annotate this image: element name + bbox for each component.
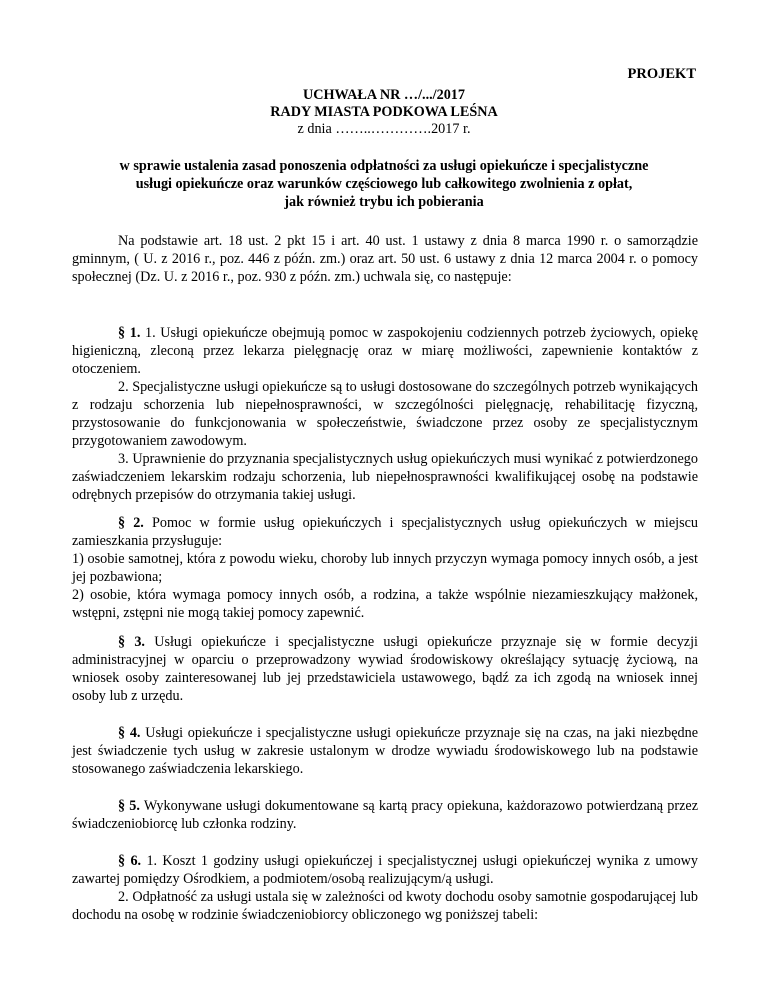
council-name: RADY MIASTA PODKOWA LEŚNA — [270, 104, 498, 120]
subject-line-3: jak również trybu ich pobierania — [284, 194, 484, 210]
section-2-para-1 — [72, 514, 698, 550]
section-6-para-1 — [72, 852, 698, 888]
section-2-mark: § 2. — [118, 515, 144, 531]
section-3-mark: § 3. — [118, 634, 145, 650]
section-3 — [72, 633, 698, 705]
subject-line-2: usługi opiekuńcze oraz warunków częściowego lub całkowitego zwolnienia z opłat, — [135, 176, 633, 192]
section-2-item-2: 2) osobie, która wymaga pomocy innych osób, a rodzina, a także wspólnie niezamieszkujący małżonek, wstępni, zstępni nie mogą takiej pomocy zapewnić. — [72, 587, 698, 621]
section-5 — [72, 797, 698, 833]
section-5-text-1: Wykonywane usługi dokumentowane są kartą pracy opiekuna, każdorazowo potwierdzaną przez świadczeniobiorcę lub członka rodziny. — [72, 798, 699, 832]
section-1-mark: § 1. — [118, 325, 141, 341]
section-6-para-2: 2. Odpłatność za usługi ustala się w zależności od kwoty dochodu osoby samotnie gospodarującej lub dochodu na osobę w rodzinie świadczeniobiorcy obliczonego wg poniższej tabeli: — [72, 889, 698, 923]
section-4-mark: § 4. — [118, 725, 141, 741]
section-5-para-1 — [72, 797, 698, 833]
section-3-para-1 — [72, 633, 698, 705]
section-2-item-1: 1) osobie samotnej, która z powodu wieku, choroby lub innych przyczyn wymaga pomocy innych osób, a jest jej pozbawiona; — [72, 551, 698, 585]
section-6-mark: § 6. — [118, 853, 142, 869]
section-1-para-3: 3. Uprawnienie do przyznania specjalistycznych usług opiekuńczych musi wynikać z potwierdzonego zaświadczeniem lekarskim rodzaju schorzenia, lub niepełnosprawności kwalifikującej osobę na podstawie odrębnych przepisów do otrzymania takiej usługi. — [72, 451, 698, 503]
section-3-text-1: Usługi opiekuńcze i specjalistyczne usługi opiekuńcze przyznaje się w formie decyzji administracyjnej w oparciu o przeprowadzony wywiad środowiskowy określający sytuację życiową, na wniosek osoby zainteresowanej lub jej przedstawiciela ustawowego, bądź za ich zgodą na wniosek innej osoby lub z urzędu. — [72, 634, 698, 704]
section-2-text-1: Pomoc w formie usług opiekuńczych i specjalistycznych usług opiekuńczych w miejscu zamieszkania przysługuje: — [72, 515, 699, 549]
resolution-number: UCHWAŁA NR …/.../2017 — [303, 87, 465, 103]
resolution-subject — [0, 157, 768, 211]
section-1-text-1: 1. Usługi opiekuńcze obejmują pomoc w zaspokojeniu codziennych potrzeb życiowych, opiekę higieniczną, zleconą przez lekarza pielęgnację oraz w miarę możliwości, zapewnienie kontaktów z otoczeniem. — [72, 325, 698, 377]
section-2 — [72, 514, 698, 622]
section-6 — [72, 852, 698, 924]
section-4-text-1: Usługi opiekuńcze i specjalistyczne usługi opiekuńcze przyznaje się na czas, na jaki niezbędne jest świadczenie tych usług w zakresie ustalonym w drodze wywiadu środowiskowego lub na podstawie stosowanego zaświadczenia lekarskiego. — [72, 725, 699, 777]
preamble-text: Na podstawie art. 18 ust. 2 pkt 15 i art. 40 ust. 1 ustawy z dnia 8 marca 1990 r. o samorządzie gminnym, ( U. z 2016 r., poz. 446 z późn. zm.) oraz art. 50 ust. 6 ustawy z dnia 12 marca 2004 r. o pomocy społecznej (Dz. U. z 2016 r., poz. 930 z późn. zm.) uchwala się, co następuje: — [72, 233, 698, 285]
subject-line-1: w sprawie ustalenia zasad ponoszenia odpłatności za usługi opiekuńcze i specjalistyczne — [119, 158, 649, 174]
preamble — [72, 232, 698, 286]
section-6-text-1: 1. Koszt 1 godziny usługi opiekuńczej i specjalistycznej usługi opiekuńczej wynika z umowy zawartej pomiędzy Ośrodkiem, a podmiotem/osobą realizującym/ą usługi. — [72, 853, 698, 887]
section-4-para-1 — [72, 724, 698, 778]
section-1-para-1 — [72, 324, 698, 378]
resolution-date: z dnia ……..………….2017 r. — [297, 121, 471, 137]
section-1 — [72, 324, 698, 504]
section-4 — [72, 724, 698, 778]
section-5-mark: § 5. — [118, 798, 140, 814]
projekt-label: PROJEKT — [627, 66, 696, 82]
section-1-para-2: 2. Specjalistyczne usługi opiekuńcze są to usługi dostosowane do szczególnych potrzeb wynikających z rodzaju schorzenia lub niepełnosprawności, w szczególności pielęgnację, rehabilitację fizyczną, przystosowanie do funkcjonowania w społeczeństwie, świadczone przez osoby ze specjalistycznym przygotowaniem zawodowym. — [72, 379, 698, 449]
